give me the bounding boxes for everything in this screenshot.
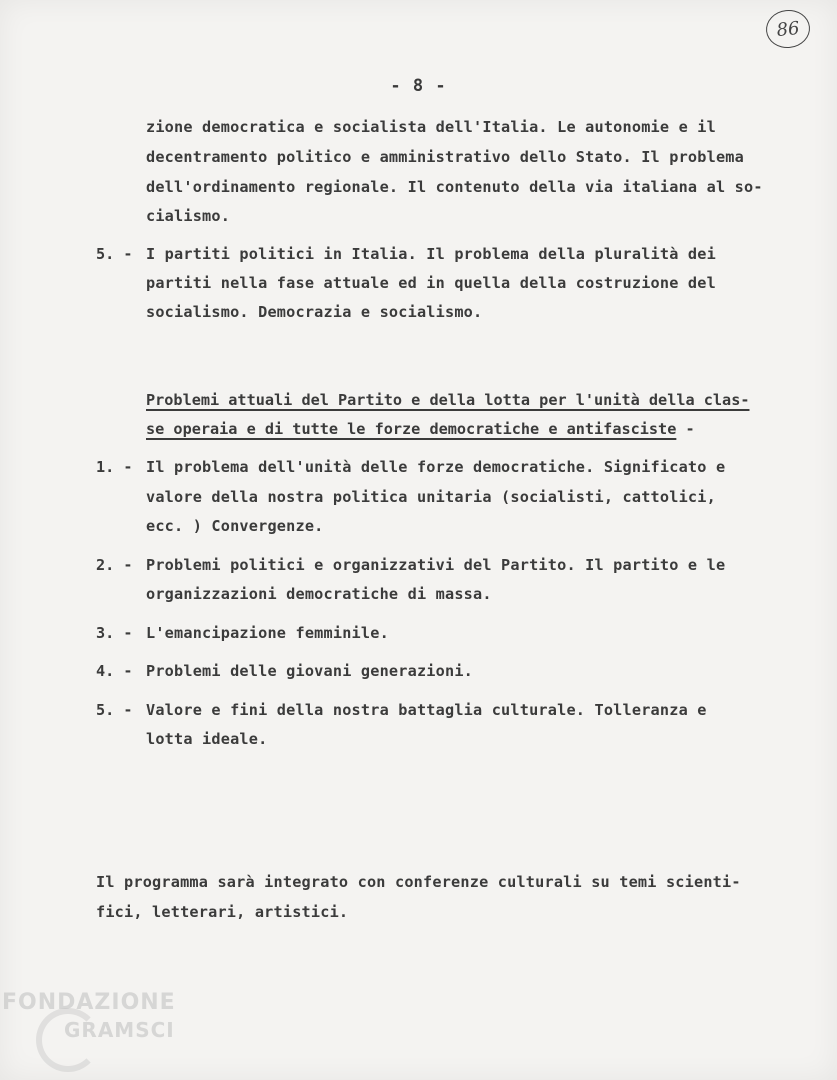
item-number: 1. -	[96, 458, 133, 476]
item-number: 5. -	[96, 701, 133, 719]
section-heading-text: se operaia e di tutte le forze democratiche e antifasciste	[146, 420, 677, 438]
intro-line: decentramento politico e amministrativo dello Stato. Il problema	[146, 148, 744, 166]
item-line: socialismo. Democrazia e socialismo.	[146, 303, 483, 321]
section-heading-suffix: -	[676, 420, 695, 438]
intro-line: dell'ordinamento regionale. Il contenuto della via italiana al so-	[146, 178, 763, 196]
item-line: Valore e fini della nostra battaglia culturale. Tolleranza e	[146, 701, 707, 719]
closing-line: fici, letterari, artistici.	[96, 903, 349, 921]
item-line: Problemi politici e organizzativi del Partito. Il partito e le	[146, 556, 726, 574]
watermark-line1: FONDAZIONE	[2, 990, 176, 1015]
item-line: valore della nostra politica unitaria (socialisti, cattolici,	[146, 488, 716, 506]
archive-page-stamp: 86	[764, 8, 812, 50]
item-line: partiti nella fase attuale ed in quella della costruzione del	[146, 274, 716, 292]
item-line: organizzazioni democratiche di massa.	[146, 585, 492, 603]
item-number: 3. -	[96, 624, 133, 642]
page-number: - 8 -	[390, 76, 447, 96]
section-heading-line	[146, 391, 749, 409]
item-number: 2. -	[96, 556, 133, 574]
fondazione-gramsci-watermark	[2, 990, 212, 1070]
item-line: Il problema dell'unità delle forze democratiche. Significato e	[146, 458, 726, 476]
section-heading-line	[146, 420, 695, 438]
item-line: L'emancipazione femminile.	[146, 624, 389, 642]
closing-line: Il programma sarà integrato con conferenze culturali su temi scienti-	[96, 873, 741, 891]
item-number: 5. -	[96, 245, 133, 263]
item-line: I partiti politici in Italia. Il problema della pluralità dei	[146, 245, 716, 263]
section-heading-text: Problemi attuali del Partito e della lotta per l'unità della clas-	[146, 391, 750, 409]
item-line: Problemi delle giovani generazioni.	[146, 662, 474, 680]
item-line: lotta ideale.	[146, 730, 268, 748]
item-line: ecc. ) Convergenze.	[146, 517, 324, 535]
item-number: 4. -	[96, 662, 133, 680]
intro-line: zione democratica e socialista dell'Italia. Le autonomie e il	[146, 118, 716, 136]
watermark-line2: GRAMSCI	[64, 1018, 175, 1042]
intro-line: cialismo.	[146, 207, 231, 225]
